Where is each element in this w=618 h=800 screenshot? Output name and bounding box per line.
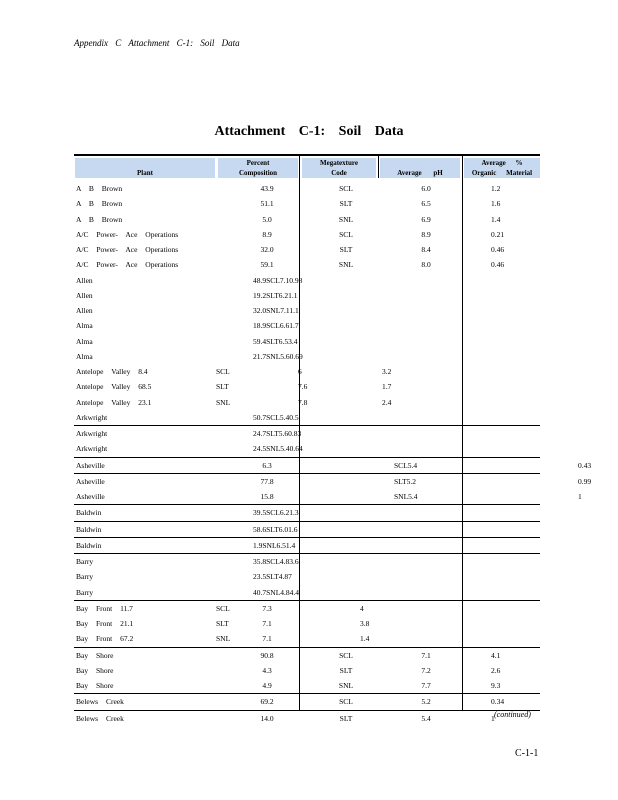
cell-ph: 8.0: [421, 260, 431, 270]
soil-data-table: [74, 181, 592, 726]
cell-ph: 6.5: [421, 199, 431, 209]
table-row: [74, 181, 540, 196]
cell-ph: 8.9: [421, 229, 431, 239]
cell-merged: 32.0SNL7.11.1: [253, 306, 299, 315]
cell-org: 0.34: [491, 697, 505, 707]
table-row: [74, 648, 540, 663]
cell-ph: 7.2: [421, 665, 431, 675]
cell-plant: Arkwright: [76, 412, 108, 422]
cell-ph: 5.4: [421, 713, 431, 723]
cell-plant: A/C Power- Ace Operations: [76, 245, 179, 254]
cell-plant: Allen: [76, 290, 93, 300]
cell-b: SNL: [216, 634, 231, 644]
cell-org: 4.1: [491, 650, 501, 660]
cell-plant: Bay Shore: [76, 650, 114, 660]
cell-percent: 32.0: [260, 245, 274, 254]
cell-plant: Antelope Valley 23.1: [76, 397, 152, 407]
cell-tail: SLT5.2: [394, 476, 417, 486]
table-row: [74, 273, 540, 288]
cell-org: 9.3: [491, 681, 501, 690]
cell-merged: 24.5SNL5.40.64: [253, 444, 303, 454]
cell-percent: 77.8: [260, 476, 274, 486]
cell-code: SCL: [339, 184, 353, 193]
cell-merged: 18.9SCL6.61.7: [253, 321, 299, 331]
cell-org: 1: [491, 713, 495, 723]
table-row: [74, 489, 582, 505]
cell-plant: Belews Creek: [76, 713, 124, 723]
cell-plant: Bay Front 11.7: [76, 603, 133, 613]
cell-plant: Bay Front 67.2: [76, 634, 134, 644]
cell-b: SNL: [216, 397, 231, 407]
cell-merged: 39.5SCL6.21.3: [253, 508, 299, 518]
cell-b: SCL: [216, 367, 230, 376]
cell-merged: 50.7SCL5.40.5: [253, 412, 299, 422]
cell-ph: 7.1: [421, 650, 431, 660]
table-row: [74, 257, 540, 272]
table-row: [74, 458, 592, 474]
table-row: [74, 601, 540, 616]
cell-percent: 4.3: [262, 665, 272, 675]
cell-org: 0.21: [491, 229, 505, 239]
cell-ph: 7.7: [421, 681, 431, 690]
cell-merged: 23.5SLT4.87: [253, 572, 292, 582]
cell-org: 2.6: [491, 665, 501, 675]
running-header: Appendix C Attachment C-1: Soil Data: [74, 38, 240, 48]
cell-percent: 14.0: [260, 713, 274, 723]
cell-code: SCL: [339, 697, 353, 707]
cell-far: 0.43: [578, 460, 592, 470]
cell-percent: 8.9: [262, 229, 272, 239]
table-row: [74, 694, 540, 710]
cell-c: 7.8: [298, 397, 308, 407]
cell-ph: 6.9: [421, 214, 431, 224]
cell-plant: Allen: [76, 275, 93, 285]
cell-code: SLT: [339, 199, 353, 209]
cell-plant: Arkwright: [76, 429, 108, 438]
cell-org: 0.46: [491, 245, 505, 254]
cell-plant: Alma: [76, 351, 93, 361]
table-row: [74, 227, 540, 242]
table-top-rule: [74, 154, 540, 156]
cell-tail: SCL5.4: [394, 460, 418, 470]
cell-b: SLT: [216, 619, 229, 628]
page-number: C-1-1: [515, 748, 539, 759]
cell-percent: 6.3: [262, 460, 272, 470]
cell-tail: SNL5.4: [394, 492, 418, 501]
table-row: [74, 379, 540, 394]
cell-code: SNL: [338, 681, 354, 690]
cell-code: SLT: [339, 665, 353, 675]
cell-plant: Baldwin: [76, 540, 102, 550]
cell-plant: A B Brown: [76, 184, 123, 193]
continued-note: (continued): [494, 710, 531, 719]
table-row: [74, 711, 540, 726]
cell-ph: 6.0: [421, 184, 431, 193]
table-row: [74, 196, 540, 211]
table-row: [74, 569, 540, 584]
table-row: [74, 631, 540, 647]
cell-merged: 1.9SNL6.51.4: [253, 540, 296, 550]
cell-percent: 7.1: [262, 634, 272, 644]
table-row: [74, 212, 540, 227]
cell-percent: 59.1: [260, 260, 274, 270]
table-row: [74, 554, 540, 569]
cell-merged: 21.7SNL5.60.69: [253, 351, 303, 361]
cell-plant: Allen: [76, 306, 93, 315]
cell-code: SNL: [338, 260, 354, 270]
cell-percent: 5.0: [262, 214, 272, 224]
cell-plant: Bay Shore: [76, 681, 114, 690]
cell-percent: 4.9: [262, 681, 272, 690]
col-header-organic: Average % Organic Material: [464, 158, 540, 178]
cell-plant: Barry: [76, 557, 94, 566]
table-row: [74, 663, 540, 678]
col-header-ph: Average pH: [380, 158, 460, 178]
cell-plant: Baldwin: [76, 508, 102, 518]
cell-org: 0.46: [491, 260, 505, 270]
cell-percent: 69.2: [260, 697, 274, 707]
table-row: [74, 616, 540, 631]
cell-merged: 40.7SNL4.84.4: [253, 587, 300, 597]
cell-b: SLT: [216, 382, 229, 392]
cell-b: SCL: [216, 603, 230, 613]
cell-percent: 7.3: [262, 603, 272, 613]
table-row: [74, 426, 540, 441]
cell-d: 3.2: [382, 367, 392, 376]
cell-merged: 58.6SLT6.01.6: [253, 524, 298, 534]
cell-code: SCL: [339, 650, 353, 660]
cell-code: SLT: [339, 245, 353, 254]
cell-c: 6: [298, 367, 302, 376]
cell-d: 2.4: [382, 397, 392, 407]
cell-d: 1.7: [382, 382, 392, 392]
cell-merged: 48.9SCL7.10.98: [253, 275, 303, 285]
table-row: [74, 303, 540, 318]
cell-plant: A B Brown: [76, 199, 123, 209]
cell-d2: 1.4: [360, 634, 370, 644]
cell-ph: 8.4: [421, 245, 431, 254]
cell-percent: 90.8: [260, 650, 274, 660]
cell-plant: Belews Creek: [76, 697, 124, 707]
table-row: [74, 410, 540, 426]
cell-org: 1.4: [491, 214, 501, 224]
cell-merged: 59.4SLT6.53.4: [253, 336, 298, 346]
cell-plant: Arkwright: [76, 444, 108, 454]
cell-merged: 35.8SCL4.83.6: [253, 557, 299, 566]
cell-merged: 19.2SLT6.21.1: [253, 290, 298, 300]
cell-percent: 15.8: [260, 492, 274, 501]
table-row: [74, 678, 540, 694]
cell-plant: Bay Shore: [76, 665, 114, 675]
table-row: [74, 522, 540, 538]
cell-code: SNL: [338, 214, 354, 224]
cell-plant: Antelope Valley 68.5: [76, 382, 152, 392]
table-row: [74, 585, 540, 601]
table-row: [74, 441, 540, 457]
table-row: [74, 318, 540, 333]
cell-plant: Bay Front 21.1: [76, 619, 134, 628]
table-row: [74, 334, 540, 349]
table-row: [74, 364, 540, 379]
cell-code: SLT: [339, 713, 353, 723]
cell-plant: A/C Power- Ace Operations: [76, 229, 179, 239]
cell-plant: Alma: [76, 321, 93, 331]
table-row: [74, 349, 540, 364]
table-row: [74, 395, 540, 410]
cell-d2: 3.8: [360, 619, 370, 628]
cell-plant: Asheville: [76, 492, 105, 501]
cell-plant: A/C Power- Ace Operations: [76, 260, 179, 270]
cell-plant: Alma: [76, 336, 93, 346]
cell-plant: A B Brown: [76, 214, 123, 224]
cell-c: 7.6: [298, 382, 308, 392]
col-divider-2: [378, 154, 379, 178]
table-row: [74, 288, 540, 303]
table-row: [74, 505, 540, 521]
cell-percent: 7.1: [262, 619, 272, 628]
cell-plant: Antelope Valley 8.4: [76, 367, 148, 376]
table-row: [74, 474, 592, 489]
cell-plant: Barry: [76, 587, 94, 597]
cell-plant: Asheville: [76, 460, 105, 470]
table-row: [74, 242, 540, 257]
cell-far: 0.99: [578, 476, 592, 486]
col-header-percent: Percent Composition: [218, 158, 298, 178]
cell-org: 1.6: [491, 199, 501, 209]
cell-plant: Asheville: [76, 476, 105, 486]
cell-percent: 51.1: [260, 199, 274, 209]
cell-plant: Baldwin: [76, 524, 102, 534]
cell-org: 1.2: [491, 184, 501, 193]
cell-far: 1: [578, 492, 582, 501]
cell-d2: 4: [360, 603, 364, 613]
page-title: Attachment C-1: Soil Data: [214, 124, 404, 139]
col-header-megatexture: Megatexture Code: [302, 158, 376, 178]
cell-ph: 5.2: [421, 697, 431, 707]
cell-plant: Barry: [76, 572, 94, 582]
cell-percent: 43.9: [260, 184, 274, 193]
cell-code: SCL: [339, 229, 353, 239]
table-row: [74, 538, 540, 554]
col-header-plant: Plant: [75, 158, 215, 178]
cell-merged: 24.7SLT5.60.83: [253, 429, 302, 438]
